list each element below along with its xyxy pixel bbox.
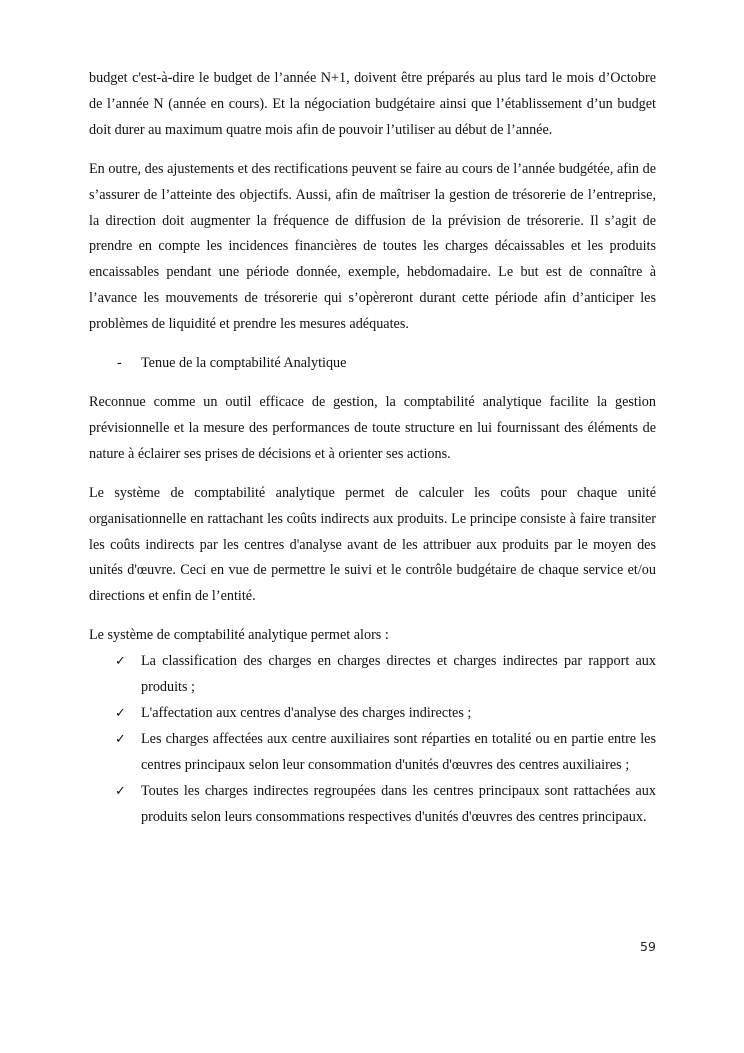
- checkmark-icon: ✓: [115, 705, 126, 721]
- paragraph-budget-timing: budget c'est-à-dire le budget de l’année N+1, doivent être préparés au plus tard le mois d’Octobre de l’année N (année en cours). Et la négociation budgétaire ainsi que l’établissement d’un budget doit durer au maximum quatre mois afin de pouvoir l’utiliser au début de l’année.: [89, 70, 656, 138]
- checkmark-icon: ✓: [115, 783, 126, 799]
- dash-list-item: [89, 351, 656, 377]
- paragraph-treasury-adjustments: En outre, des ajustements et des rectifications peuvent se faire au cours de l’année budgétée, afin de s’assurer de l’atteinte des objectifs. Aussi, afin de maîtriser la gestion de trésorerie de l’entreprise, la direction doit augmenter la fréquence de diffusion de la prévision de trésorerie. Il s’agit de prendre en compte les incidences financières de toutes les charges décaissables et les produits encaissables pendant une période donnée, exemple, hebdomadaire. Le but est de connaître à l’avance les mouvements de trésorerie qui s’opèreront durant cette période afin d’anticiper les problèmes de liquidité et prendre les mesures adéquates.: [89, 160, 656, 333]
- checkmark-icon: ✓: [115, 731, 126, 747]
- list-item: [89, 649, 656, 701]
- list-item-text: Les charges affectées aux centre auxiliaires sont réparties en totalité ou en partie entre les centres principaux selon leur consommation d'unités d'œuvres des centres auxiliaires ;: [141, 730, 656, 773]
- list-item: [89, 779, 656, 831]
- list-item-text: Toutes les charges indirectes regroupées dans les centres principaux sont rattachées aux produits selon leurs consommations respectives d'unités d'œuvres des centres principaux.: [141, 782, 656, 825]
- list-item-text: La classification des charges en charges directes et charges indirectes par rapport aux produits ;: [141, 653, 656, 696]
- checkmark-icon: ✓: [115, 654, 126, 670]
- page-number: 59: [640, 939, 656, 954]
- list-item: [89, 727, 656, 779]
- dash-bullet: -: [117, 355, 122, 372]
- dash-item-text: Tenue de la comptabilité Analytique: [141, 355, 347, 372]
- paragraph-cost-system: Le système de comptabilité analytique permet de calculer les coûts pour chaque unité organisationnelle en rattachant les coûts indirects aux produits. Le principe consiste à faire transiter les coûts indirects par les centres d'analyse avant de les attribuer aux produits par le moyen des unités d'œuvre. Ceci en vue de permettre le suivi et le contrôle budgétaire de chaque service et/ou directions et enfin de l’entité.: [89, 484, 656, 605]
- paragraph-analytic-accounting-intro: Reconnue comme un outil efficace de gestion, la comptabilité analytique facilite la gestion prévisionnelle et la mesure des performances de toute structure en lui fournissant des éléments de nature à éclairer ses prises de décisions et à orienter ses actions.: [89, 393, 656, 462]
- check-list: [89, 649, 656, 830]
- list-item: [89, 701, 656, 727]
- list-intro: Le système de comptabilité analytique permet alors :: [89, 627, 389, 644]
- list-item-text: L'affectation aux centres d'analyse des charges indirectes ;: [141, 704, 472, 721]
- document-page: [89, 66, 656, 830]
